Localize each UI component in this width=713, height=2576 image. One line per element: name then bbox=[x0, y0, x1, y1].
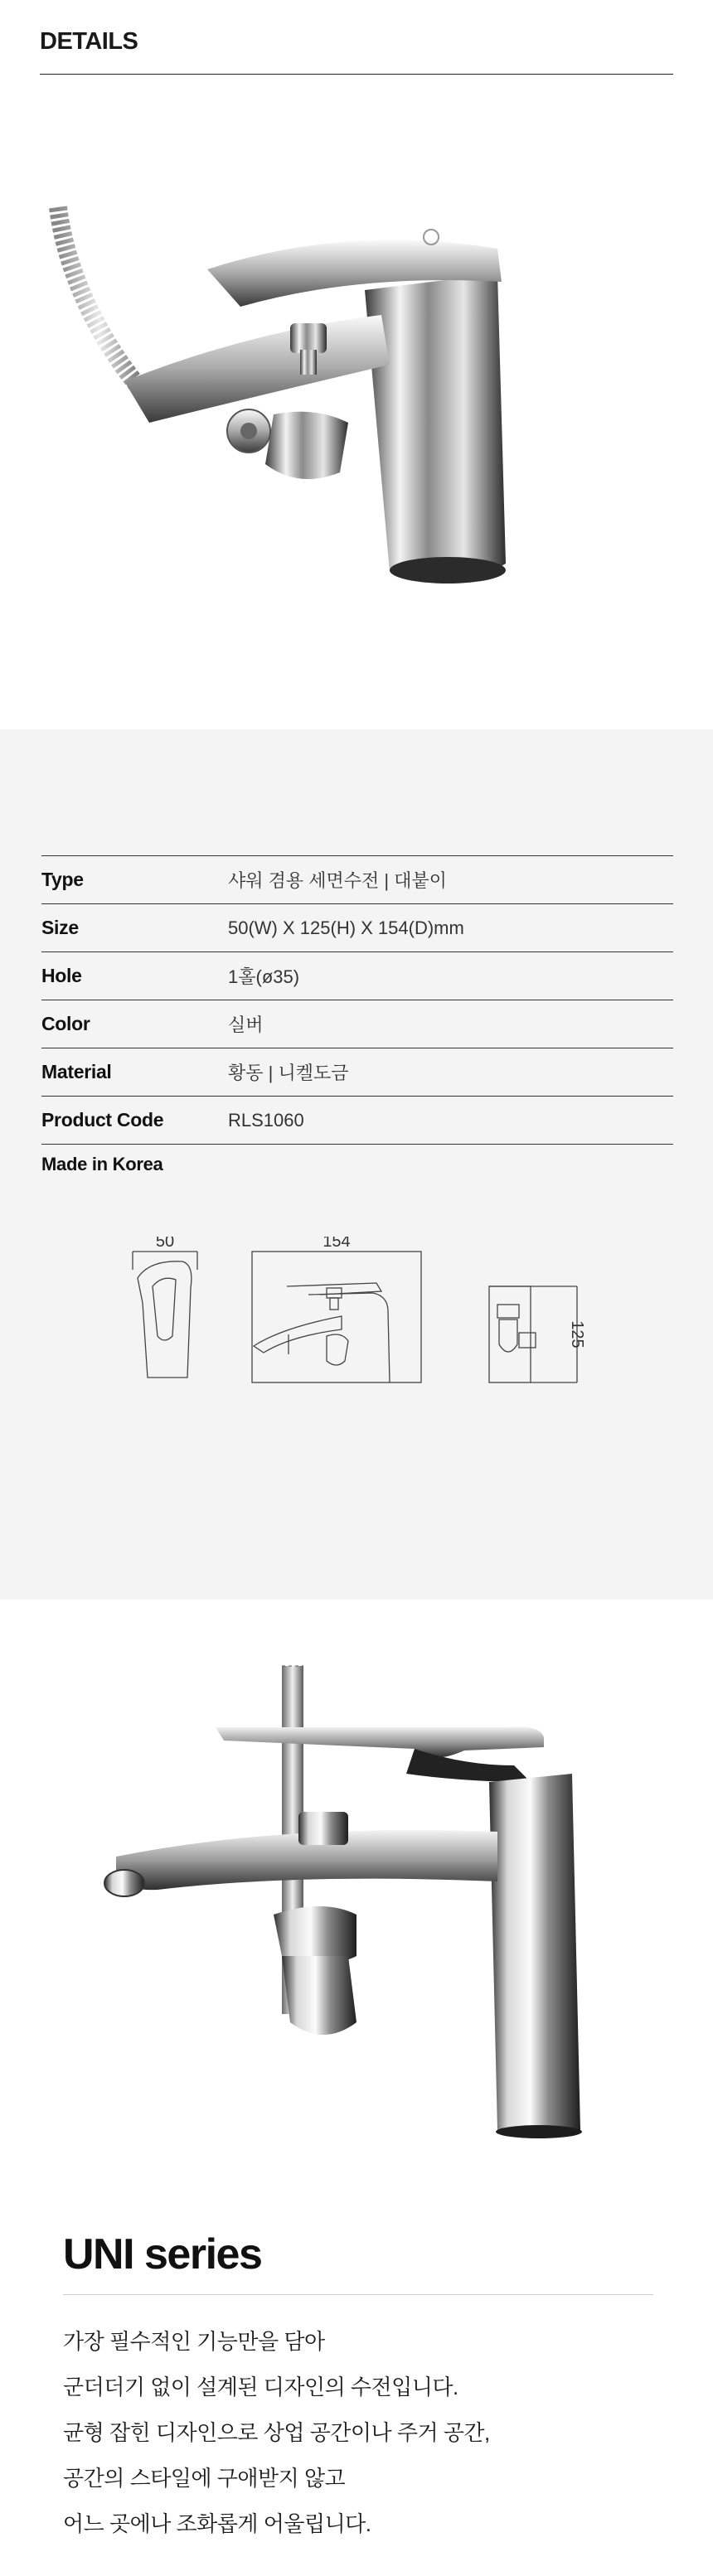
spec-row-product-code bbox=[41, 1097, 673, 1145]
spec-section bbox=[0, 729, 713, 1600]
series-line: 어느 곳에나 조화롭게 어울립니다. bbox=[63, 2511, 371, 2536]
series-title: UNI series bbox=[63, 2230, 262, 2278]
details-title: DETAILS bbox=[40, 28, 138, 55]
dim-height-label: 125 bbox=[568, 1320, 586, 1349]
spec-key: Material bbox=[41, 1061, 112, 1082]
spec-value: 실버 bbox=[228, 1014, 264, 1035]
spec-key: Type bbox=[41, 869, 84, 890]
faucet-illustration-angle bbox=[0, 174, 713, 638]
spec-value: 1홀(ø35) bbox=[228, 966, 300, 987]
product-photo-side bbox=[0, 1658, 713, 2155]
spec-row-hole bbox=[41, 952, 673, 1000]
series-line: 균형 잡힌 디자인으로 상업 공간이나 주거 공간, bbox=[63, 2420, 490, 2445]
spec-key: Size bbox=[41, 917, 79, 938]
series-line: 공간의 스타일에 구애받지 않고 bbox=[63, 2466, 346, 2491]
dimension-drawing-svg bbox=[124, 1237, 597, 1386]
series-line: 가장 필수적인 기능만을 담아 bbox=[63, 2329, 325, 2354]
spec-key: Hole bbox=[41, 965, 82, 986]
spec-row-color bbox=[41, 1000, 673, 1048]
spec-row-material bbox=[41, 1048, 673, 1097]
dimension-drawing bbox=[124, 1237, 597, 1386]
spec-value: 샤워 겸용 세면수전 | 대붙이 bbox=[228, 870, 447, 891]
spec-row-size bbox=[41, 904, 673, 952]
spec-row-type bbox=[41, 856, 673, 904]
details-header bbox=[40, 27, 673, 75]
series-line: 군더더기 없이 설계된 디자인의 수전입니다. bbox=[63, 2375, 458, 2399]
series-description bbox=[63, 2319, 660, 2547]
faucet-illustration-side bbox=[0, 1658, 713, 2155]
spec-key: Color bbox=[41, 1013, 90, 1034]
spec-value: RLS1060 bbox=[228, 1109, 304, 1131]
dim-width-label: 50 bbox=[155, 1237, 175, 1251]
spec-key: Product Code bbox=[41, 1109, 164, 1131]
spec-table bbox=[41, 855, 673, 1145]
dim-depth-label: 154 bbox=[323, 1237, 351, 1251]
spec-value: 50(W) X 125(H) X 154(D)mm bbox=[228, 917, 464, 938]
product-photo-angle bbox=[0, 174, 713, 638]
made-in-label: Made in Korea bbox=[41, 1154, 163, 1174]
spec-value: 황동 | 니켈도금 bbox=[228, 1063, 349, 1083]
series-divider bbox=[63, 2294, 653, 2295]
